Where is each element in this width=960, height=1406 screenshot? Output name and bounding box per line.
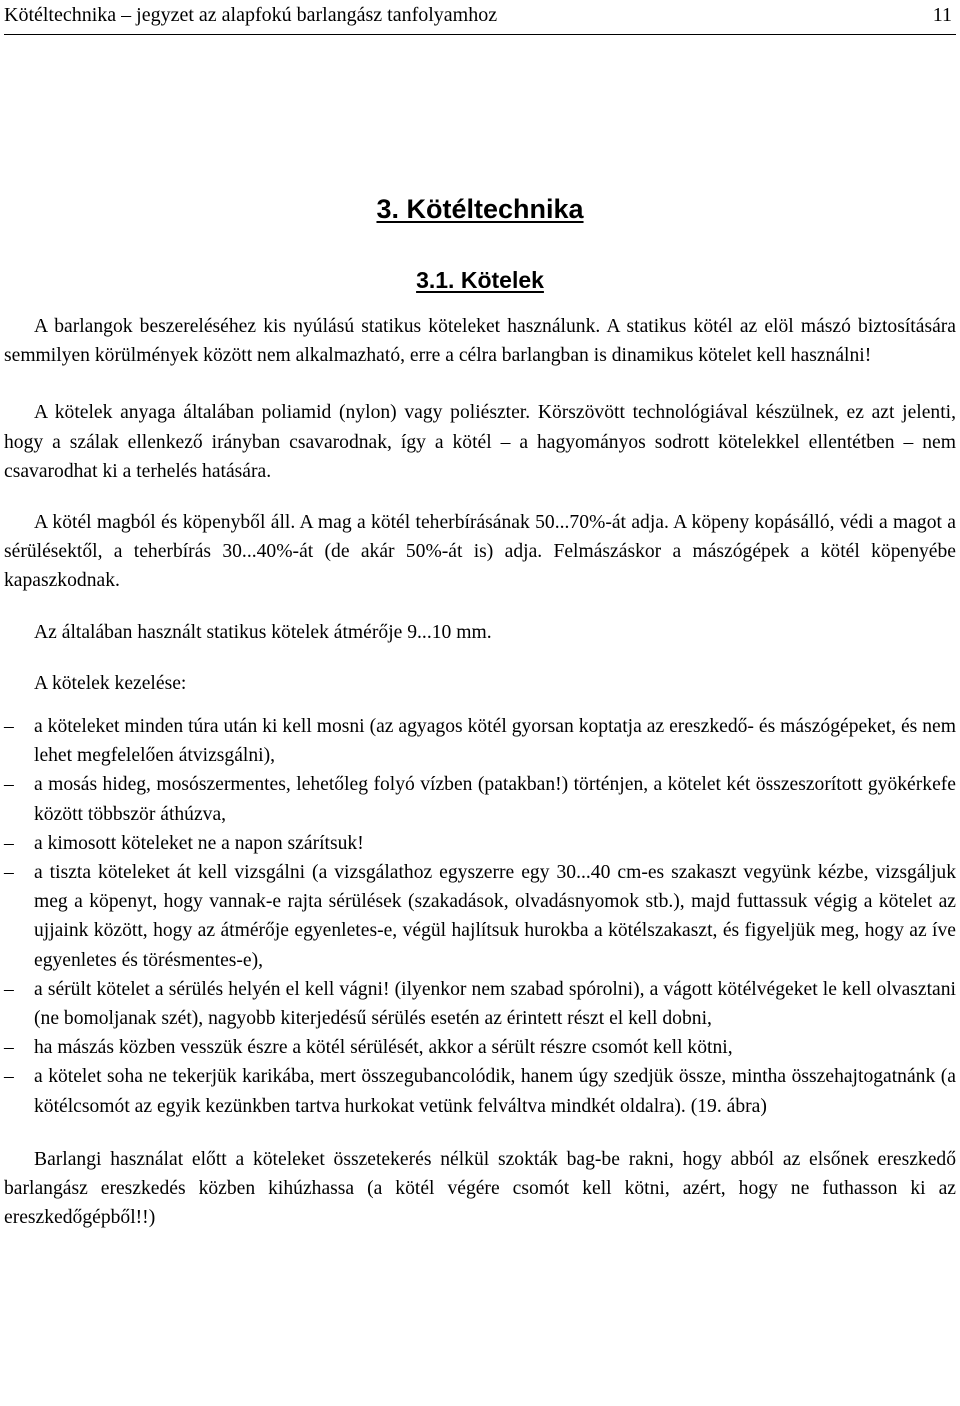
section-title: 3. Kötéltechnika — [376, 194, 584, 224]
header-title: Kötéltechnika – jegyzet az alapfokú barlangász tanfolyamhoz — [4, 4, 498, 26]
document-body — [4, 312, 956, 1232]
paragraph-material: A kötelek anyaga általában poliamid (nylon) vagy poliészter. Körszövött technológiával készülnek, ez azt jelenti, hogy a szálak ellenkező irányban csavarodnak, így a kötél – a hagyományos sodrott kötelekkel ellentétben – nem csavarodhat ki a terhelés hatására. — [4, 402, 956, 482]
paragraph-diameter: Az általában használt statikus kötelek átmérője 9...10 mm. — [34, 621, 492, 643]
list-item: – a mosás hideg, mosószermentes, lehetőleg folyó vízben (patakban!) történjen, a kötelet két összeszorított gyökérkefe között többször áthúzva, — [4, 770, 956, 828]
list-item: – a kötelet soha ne tekerjük karikába, mert összegubancolódik, hanem úgy szedjük össze, mintha összehajtogatnánk (a kötélcsomót az egyik kezünkben tartva hurkokat vetünk felváltva mindkét oldalra). (19. ábra) — [4, 1062, 956, 1120]
dash-marker: – — [4, 862, 14, 884]
dash-marker: – — [4, 716, 14, 738]
paragraph-bag: Barlangi használat előtt a köteleket összetekerés nélkül szokták bag-be rakni, hogy abból az elsőnek ereszkedő barlangász ereszkedés közben kihúzhassa (a kötél végére csomót kell kötni, azért, hogy ne futhasson ki az ereszkedőgépből!!) — [4, 1148, 956, 1229]
paragraph-handling-heading: A kötelek kezelése: — [34, 672, 187, 694]
list-item: – a sérült kötelet a sérülés helyén el kell vágni! (ilyenkor nem szabad spórolni), a vágott kötélvégeket le kell olvasztani (ne bomoljanak szét), nagyobb kiterjedésű sérülés esetén az érintett részt el kell dobni, — [4, 975, 956, 1033]
dash-marker: – — [4, 1037, 14, 1059]
section-heading — [0, 190, 960, 228]
list-item: – a kimosott köteleket ne a napon szárítsuk! — [4, 829, 956, 858]
dash-marker: – — [4, 1066, 14, 1088]
page-number: 11 — [932, 4, 952, 26]
dash-marker: – — [4, 832, 14, 854]
paragraph-core-sheath: A kötél magból és köpenyből áll. A mag a kötél teherbírásának 50...70%-át adja. A köpeny kopásálló, védi a magot a sérülésektől, a teherbírás 30...40%-át (de akár 50%-át is) adja. Felmászáskor a mászógépek a kötél köpenyébe kapaszkodnak. — [4, 512, 956, 592]
dash-marker: – — [4, 978, 14, 1000]
list-item: – a tiszta köteleket át kell vizsgálni (a vizsgálathoz egyszerre egy 30...40 cm-es szakaszt vegyünk kézbe, vizsgáljuk meg a köpenyt, hogy vannak-e rajta sérülések (szakadások, olvadásnyomok stb.), majd futtassuk végig a kötelet az ujjaink között, hogy az átmérője egyenletes-e, végül hajlítsuk hurokba a kötélszakaszt, és figyeljük meg, hogy az íve egyenletes és törésmentes-e), — [4, 858, 956, 975]
paragraph-intro: A barlangok beszereléséhez kis nyúlású statikus köteleket használunk. A statikus kötél az elöl mászó biztosítására semmilyen körülmények között nem alkalmazható, erre a célra barlangban is dinamikus kötelet kell használni! — [4, 316, 956, 367]
subsection-heading — [0, 263, 960, 297]
list-item: – ha mászás közben vesszük észre a kötél sérülését, akkor a sérült részre csomót kell kötni, — [4, 1033, 956, 1062]
dash-marker: – — [4, 774, 14, 796]
page-header — [4, 0, 956, 35]
handling-list — [4, 712, 956, 1121]
subsection-title: 3.1. Kötelek — [416, 267, 544, 293]
list-item: – a köteleket minden túra után ki kell mosni (az agyagos kötél gyorsan koptatja az ereszkedő- és mászógépeket, és nem lehet megfelelően átvizsgálni), — [4, 712, 956, 770]
